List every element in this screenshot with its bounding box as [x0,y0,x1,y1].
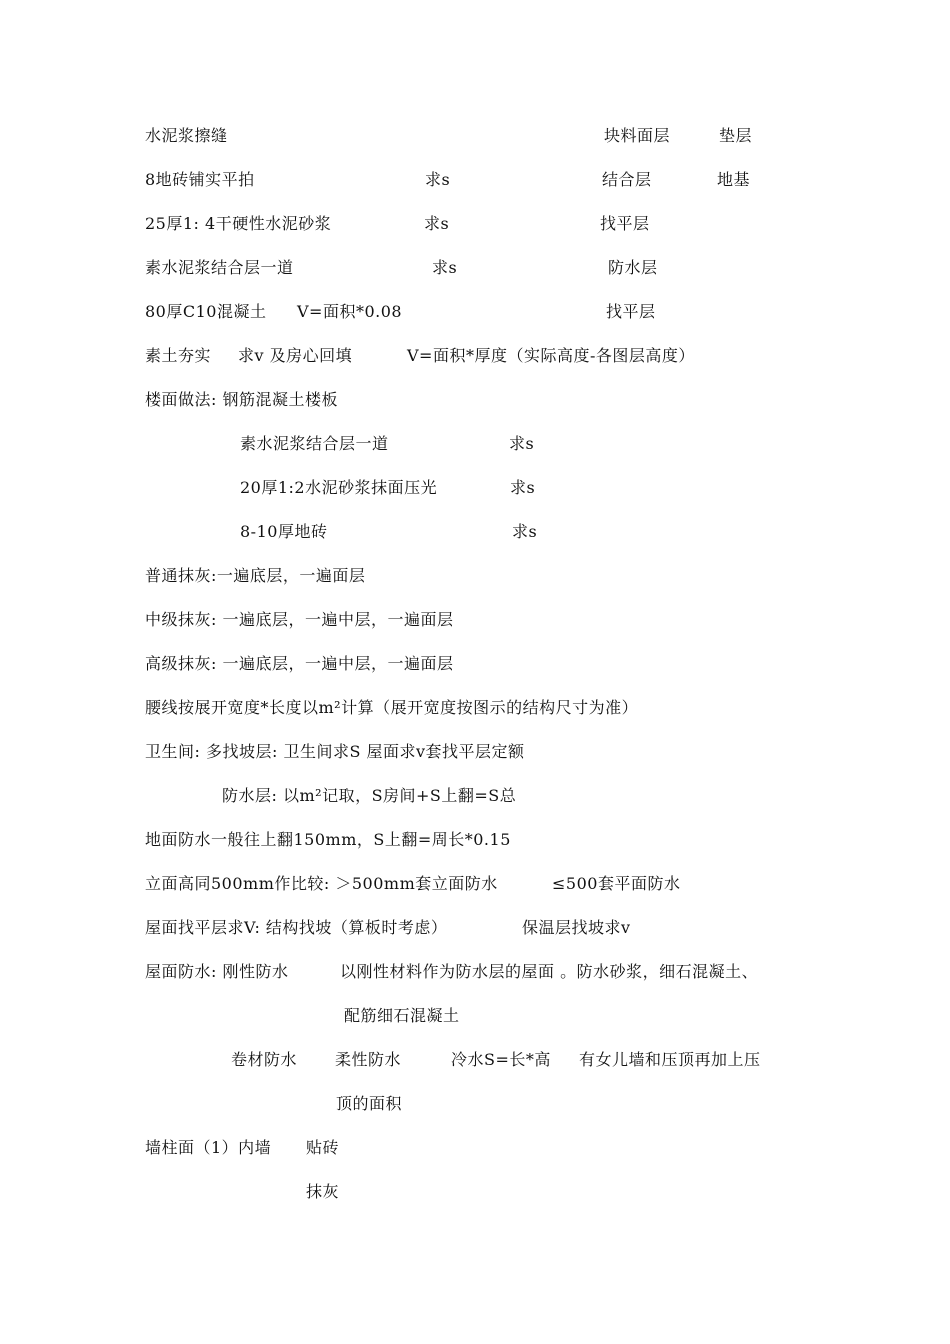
text-line: 地面防水一般往上翻150mm，S上翻=周长*0.15 [145,830,511,849]
text-line: 求s [509,434,535,453]
text-line: 配筋细石混凝土 [344,1006,460,1025]
text-line: 柔性防水 [335,1050,402,1069]
text-line: 素水泥浆结合层一道 [240,434,389,453]
text-line: 找平层 [606,302,656,321]
text-line: 求s [510,478,536,497]
text-line: 求s [425,170,451,189]
text-line: 以刚性材料作为防水层的屋面 。防水砂浆，细石混凝土、 [340,962,759,981]
text-line: ≤500套平面防水 [552,874,681,893]
text-line: 20厚1:2水泥砂浆抹面压光 [240,478,438,497]
text-line: 垫层 [719,126,753,145]
text-line: 贴砖 [306,1138,340,1157]
text-line: 楼面做法: 钢筋混凝土楼板 [145,390,338,409]
text-line: 腰线按展开宽度*长度以m²计算（展开宽度按图示的结构尺寸为准） [145,698,639,717]
text-line: 8地砖铺实平拍 [145,170,255,189]
text-line: 地基 [717,170,751,189]
text-line: 求s [512,522,538,541]
text-line: 求v 及房心回填 [238,346,353,365]
text-line: 保温层找坡求v [522,918,631,937]
text-line: 素土夯实 [145,346,212,365]
text-line: 块料面层 [604,126,671,145]
text-line: 有女儿墙和压顶再加上压 [579,1050,761,1069]
text-line: V=面积*0.08 [297,302,403,321]
text-line: 水泥浆擦缝 [145,126,228,145]
text-line: 找平层 [600,214,650,233]
text-line: 求s [424,214,450,233]
text-line: 中级抹灰: 一遍底层，一遍中层，一遍面层 [145,610,454,629]
text-line: 屋面防水: 刚性防水 [145,962,289,981]
text-line: 素水泥浆结合层一道 [145,258,294,277]
text-line: 80厚C10混凝土 [145,302,267,321]
text-line: V=面积*厚度（实际高度-各图层高度） [407,346,695,365]
text-line: 卷材防水 [231,1050,298,1069]
text-line: 求s [432,258,458,277]
text-line: 立面高同500mm作比较: ＞500mm套立面防水 [145,874,498,893]
text-line: 普通抹灰:一遍底层，一遍面层 [145,566,366,585]
text-line: 顶的面积 [336,1094,403,1113]
text-line: 卫生间: 多找坡层: 卫生间求S 屋面求v套找平层定额 [145,742,525,761]
text-line: 高级抹灰: 一遍底层，一遍中层，一遍面层 [145,654,454,673]
text-line: 防水层: 以m²记取，S房间+S上翻=S总 [222,786,517,805]
text-line: 防水层 [608,258,658,277]
text-line: 屋面找平层求V: 结构找坡（算板时考虑） [145,918,448,937]
text-line: 墙柱面（1）内墙 [145,1138,272,1157]
text-line: 8-10厚地砖 [240,522,328,541]
text-line: 冷水S=长*高 [451,1050,551,1069]
text-line: 结合层 [602,170,652,189]
text-line: 25厚1: 4干硬性水泥砂浆 [145,214,332,233]
text-line: 抹灰 [306,1182,340,1201]
